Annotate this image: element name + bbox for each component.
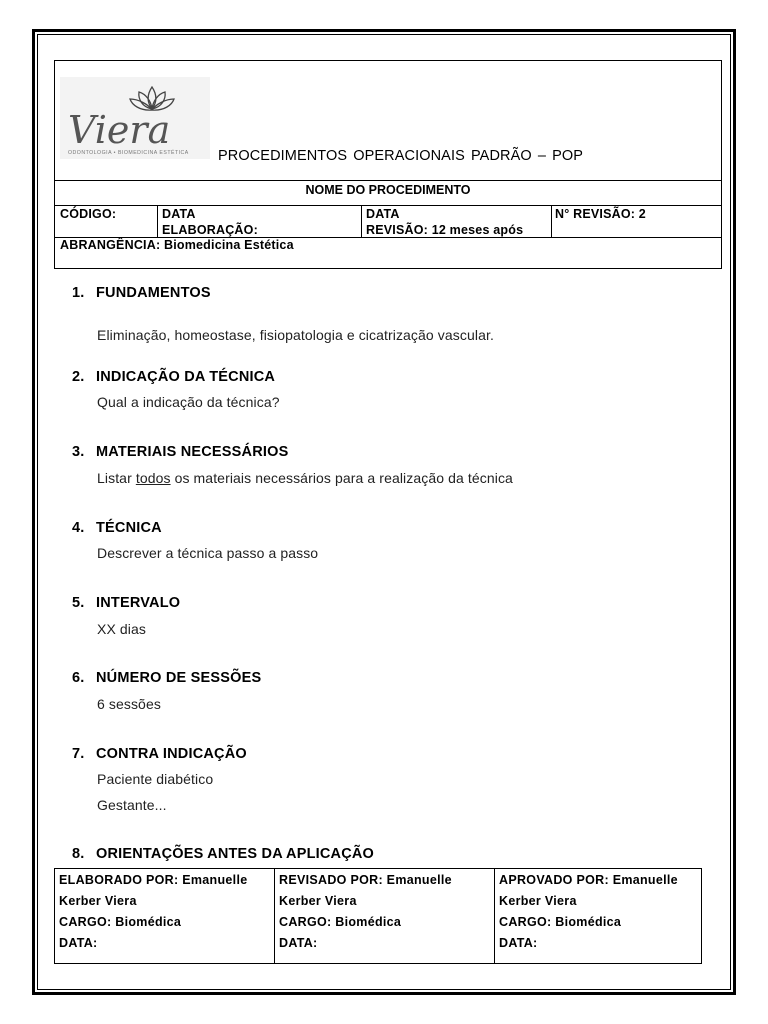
section-body: 6 sessões: [97, 696, 161, 712]
viera-logo: [60, 77, 210, 159]
lotus-logo-icon: [60, 77, 210, 159]
svg-text:ODONTOLOGIA • BIOMEDICINA ESTÉ: ODONTOLOGIA • BIOMEDICINA ESTÉTICA: [68, 150, 189, 156]
section-title: 1. FUNDAMENTOS: [72, 285, 211, 301]
section-body: Listar todos os materiais necessários para a realização da técnica: [97, 470, 513, 486]
divider: [55, 180, 721, 181]
aprovado-cell: APROVADO POR: Emanuelle Kerber Viera CARGO: Biomédica DATA:: [499, 873, 678, 950]
section-title: 4. TÉCNICA: [72, 520, 162, 536]
data-elaboracao-label: DATA ELABORAÇÃO:: [162, 207, 258, 237]
document-title: PROCEDIMENTOS OPERACIONAIS PADRÃO – POP: [218, 148, 584, 164]
section-title: 8. ORIENTAÇÕES ANTES DA APLICAÇÃO: [72, 846, 375, 862]
abrangencia: ABRANGÊNCIA: Biomedicina Estética: [60, 238, 294, 252]
section-body: Gestante...: [97, 797, 167, 813]
section-title: 5. INTERVALO: [72, 595, 181, 611]
data-revisao-label: DATA REVISÃO: 12 meses após: [366, 207, 524, 237]
divider: [157, 205, 158, 237]
document-header: [54, 60, 722, 269]
section-title: 6. NÚMERO DE SESSÕES: [72, 670, 262, 686]
procedure-name-label: NOME DO PROCEDIMENTO: [305, 183, 471, 197]
elaborado-cell: ELABORADO POR: Emanuelle Kerber Viera CARGO: Biomédica DATA:: [59, 873, 248, 950]
section-title: 3. MATERIAIS NECESSÁRIOS: [72, 444, 289, 460]
section-body: Eliminação, homeostase, fisiopatologia e cicatrização vascular.: [97, 327, 494, 343]
revisao-number: N° REVISÃO: 2: [555, 207, 646, 221]
divider: [361, 205, 362, 237]
section-body: Descrever a técnica passo a passo: [97, 545, 319, 561]
divider: [551, 205, 552, 237]
section-body: XX dias: [97, 621, 146, 637]
approval-table: [54, 868, 702, 964]
section-title: 2. INDICAÇÃO DA TÉCNICA: [72, 369, 276, 385]
codigo-label: CÓDIGO:: [60, 207, 117, 221]
svg-text:Viera: Viera: [68, 108, 171, 152]
revisado-cell: REVISADO POR: Emanuelle Kerber Viera CARGO: Biomédica DATA:: [279, 873, 452, 950]
section-title: 7. CONTRA INDICAÇÃO: [72, 746, 247, 762]
section-body: Paciente diabético: [97, 771, 214, 787]
section-body: Qual a indicação da técnica?: [97, 394, 280, 410]
